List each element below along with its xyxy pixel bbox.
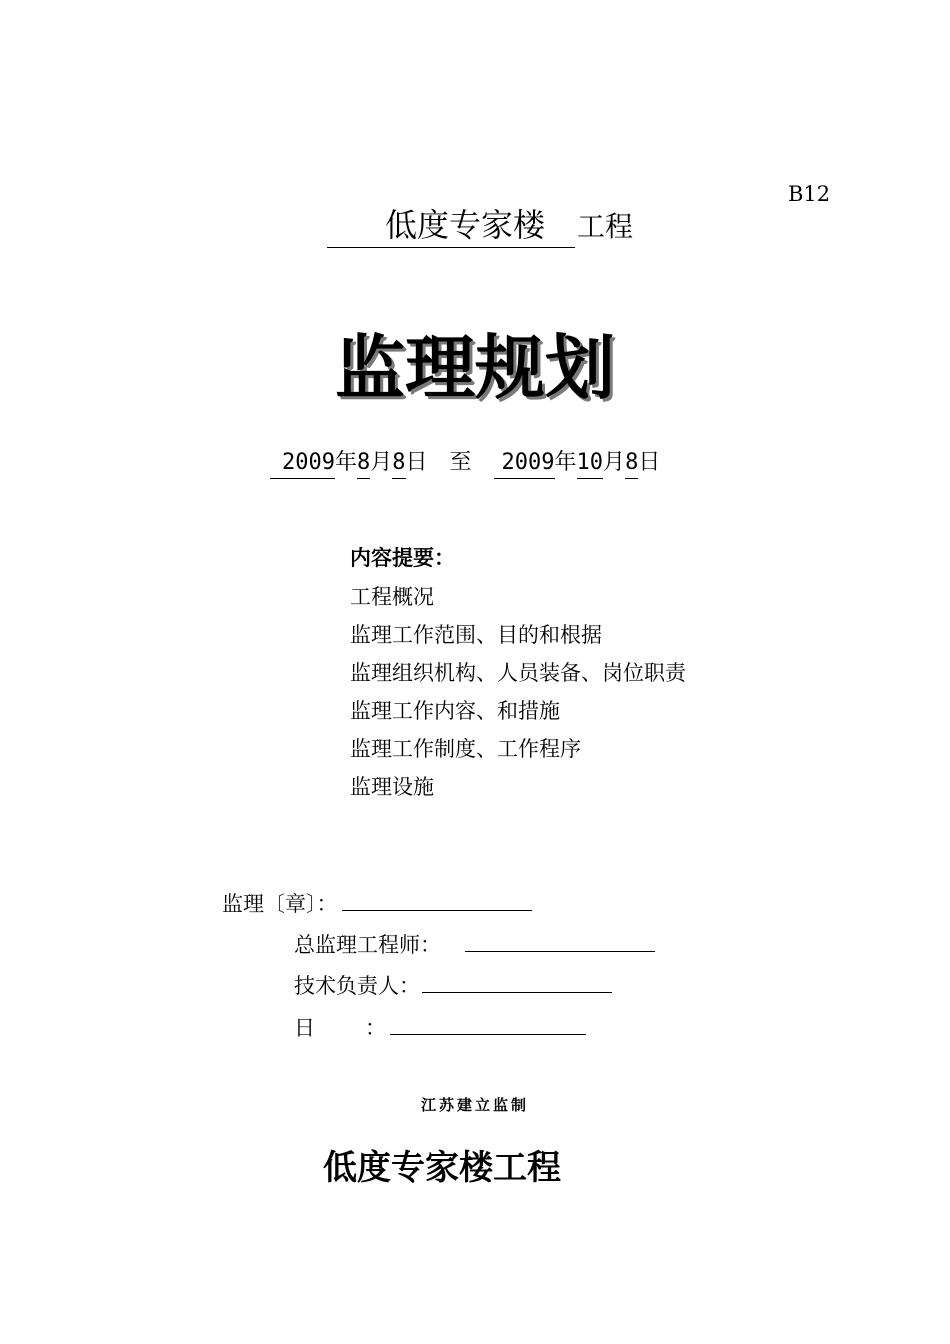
start-month: 8 (357, 448, 370, 479)
document-title: 监理规划 (335, 327, 615, 409)
chief-engineer-blank (465, 929, 655, 952)
project-name: 低度专家楼 (327, 203, 575, 248)
seal-label: 监理〔章〕： (222, 892, 338, 916)
seal-blank (342, 888, 532, 911)
period-line (270, 448, 660, 479)
form-code: B12 (788, 182, 831, 206)
tech-lead-row (294, 970, 612, 1001)
project-suffix: 工程 (577, 210, 634, 243)
end-day: 8 (625, 448, 638, 479)
contents-item: 监理工作制度、工作程序 (350, 737, 581, 761)
start-year-char: 年 (334, 450, 357, 475)
contents-item: 监理工作范围、目的和根据 (350, 623, 602, 647)
date-row (294, 1012, 586, 1043)
start-day-char: 日 (405, 450, 428, 475)
date-label: 日 (294, 1016, 315, 1040)
date-colon: ： (365, 1016, 386, 1040)
start-year: 2009 (270, 448, 335, 479)
end-year-char: 年 (554, 450, 577, 475)
contents-heading: 内容提要： (350, 546, 455, 570)
start-month-char: 月 (370, 450, 393, 475)
end-month: 10 (577, 448, 604, 479)
footer-project-title: 低度专家楼工程 (323, 1148, 561, 1188)
end-year: 2009 (494, 448, 555, 479)
contents-item: 监理工作内容、和措施 (350, 699, 560, 723)
end-month-char: 月 (603, 450, 626, 475)
chief-engineer-row (294, 929, 655, 960)
issuing-org: 江苏建立监制 (420, 1096, 529, 1114)
tech-lead-blank (422, 970, 612, 993)
start-day: 8 (392, 448, 405, 479)
end-day-char: 日 (638, 450, 661, 475)
tech-lead-label: 技术负责人： (294, 974, 420, 998)
project-line (327, 203, 633, 249)
seal-row (222, 888, 532, 919)
period-to: 至 (449, 450, 472, 475)
contents-item: 工程概况 (350, 585, 434, 609)
chief-engineer-label: 总监理工程师： (294, 933, 441, 957)
contents-item: 监理设施 (350, 775, 434, 799)
date-blank (390, 1012, 586, 1035)
contents-summary (350, 542, 686, 806)
contents-item: 监理组织机构、人员装备、岗位职责 (350, 661, 686, 685)
